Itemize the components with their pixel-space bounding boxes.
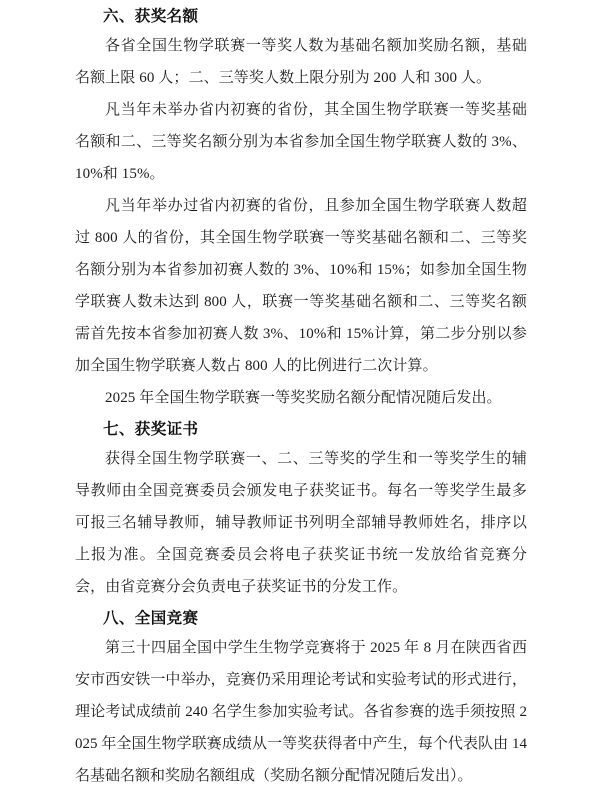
document-body bbox=[75, 4, 527, 792]
section-awards-quota bbox=[75, 4, 527, 414]
paragraph-no-preliminary-province: 凡当年未举办省内初赛的省份，其全国生物学联赛一等奖基础名额和二、三等奖名额分别为本省参加全国生物学联赛人数的 3%、10%和 15%。 bbox=[75, 102, 527, 182]
section-heading-certificates: 七、获奖证书 bbox=[103, 421, 199, 438]
paragraph-certificate-issuance: 获得全国生物学联赛一、二、三等奖的学生和一等奖学生的辅导教师由全国竞赛委员会颁发电子获奖证书。每名一等奖学生最多可报三名辅导教师，辅导教师证书列明全部辅导教师姓名，排序以上报为准。全国竞赛委员会将电子获奖证书统一发放给省竞赛分会，由省竞赛分会负责电子获奖证书的分发工作。 bbox=[75, 451, 527, 595]
section-national-competition bbox=[75, 606, 527, 792]
section-certificates bbox=[75, 417, 527, 603]
section-heading-awards-quota: 六、获奖名额 bbox=[103, 8, 199, 25]
paragraph-bonus-quota-notice: 2025 年全国生物学联赛一等奖奖励名额分配情况随后发出。 bbox=[105, 390, 502, 406]
paragraph-with-preliminary-province: 凡当年举办过省内初赛的省份，且参加全国生物学联赛人数超过 800 人的省份，其全国生物学联赛一等奖基础名额和二、三等奖名额分别为本省参加初赛人数的 3%、10%和 15%；如参加全国生物学联赛人数未达到 800 人，联赛一等奖基础名额和二、三等奖名额需首先按本省参加初赛人数 3%、10%和 15%计算，第二步分别以参加全国生物学联赛人数占 800 人的比例进行二次计算。 bbox=[75, 198, 527, 374]
paragraph-quota-limits: 各省全国生物学联赛一等奖人数为基础名额加奖励名额，基础名额上限 60 人；二、三等奖人数上限分别为 200 人和 300 人。 bbox=[75, 38, 527, 86]
section-heading-national-competition: 八、全国竞赛 bbox=[103, 610, 199, 627]
paragraph-competition-details: 第三十四届全国中学生生物学竞赛将于 2025 年 8 月在陕西省西安市西安铁一中举办，竞赛仍采用理论考试和实验考试的形式进行，理论考试成绩前 240 名学生参加实验考试。各省参赛的选手须按照 2025 年全国生物学联赛成绩从一等奖获得者中产生，每个代表队由 14 名基础名额和奖励名额组成（奖励名额分配情况随后发出）。 bbox=[75, 640, 527, 784]
